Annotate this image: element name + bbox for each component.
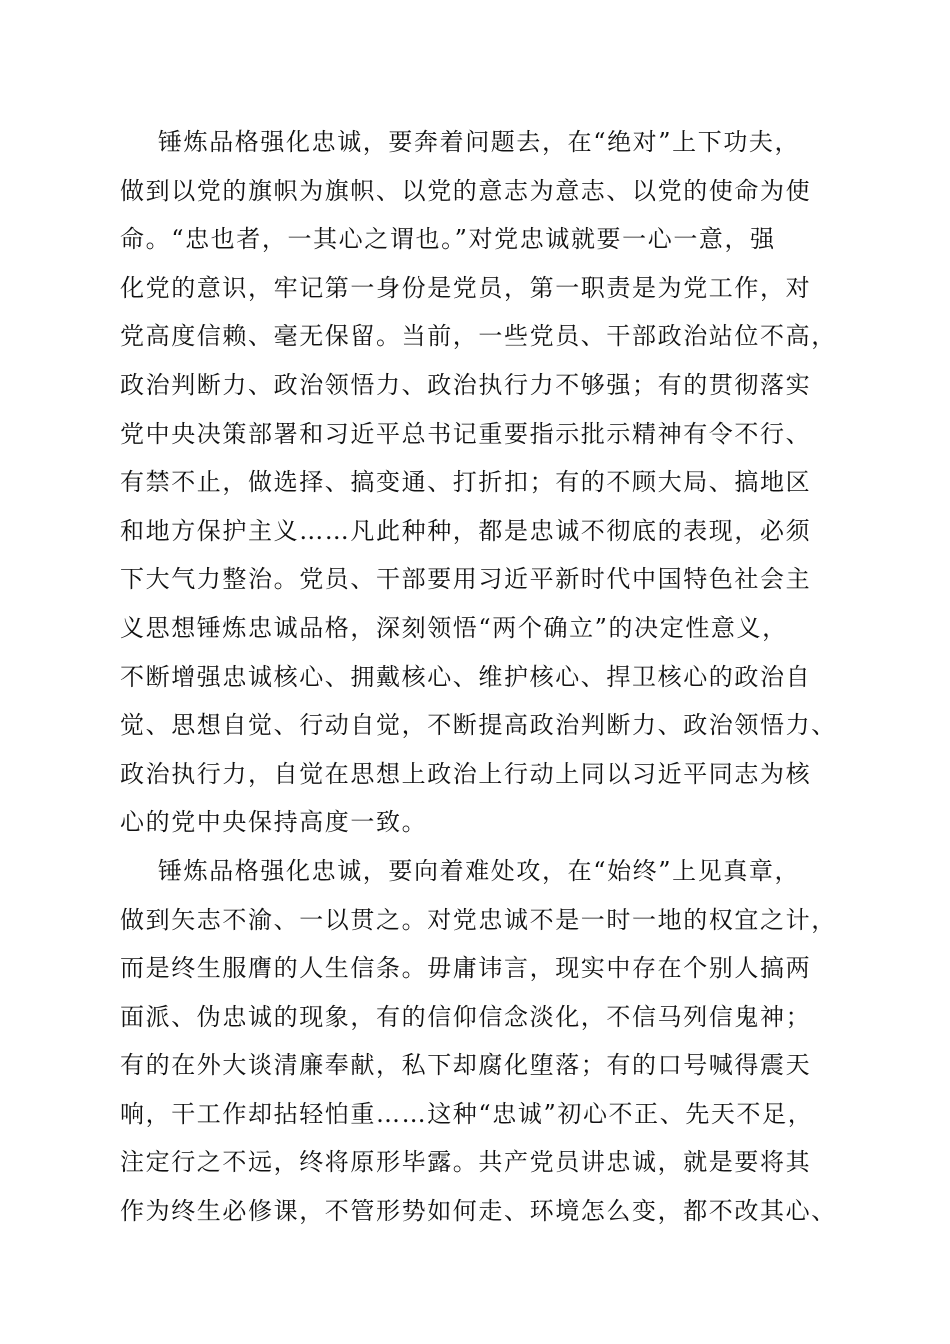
text-line: 化党的意识，牢记第一身份是党员，第一职责是为党工作，对	[120, 273, 812, 302]
text-line: 命。“忠也者，一其心之谓也。”对党忠诚就要一心一意，强	[120, 225, 776, 254]
text-line: 锤炼品格强化忠诚，要向着难处攻，在“始终”上见真章，	[158, 856, 801, 885]
text-line: 觉、思想自觉、行动自觉，不断提高政治判断力、政治领悟力、	[120, 711, 837, 740]
document-body	[120, 118, 840, 1236]
text-line: 党高度信赖、毫无保留。当前，一些党员、干部政治站位不高，	[120, 322, 837, 351]
text-line: 面派、伪忠诚的现象，有的信仰信念淡化，不信马列信鬼神；	[120, 1002, 812, 1031]
text-line: 注定行之不远，终将原形毕露。共产党员讲忠诚，就是要将其	[120, 1148, 812, 1177]
text-line: 不断增强忠诚核心、拥戴核心、维护核心、捍卫核心的政治自	[120, 662, 812, 691]
text-line: 做到以党的旗帜为旗帜、以党的意志为意志、以党的使命为使	[120, 176, 812, 205]
text-line: 有的在外大谈清廉奉献，私下却腐化堕落；有的口号喊得震天	[120, 1051, 812, 1080]
text-line: 响，干工作却拈轻怕重……这种“忠诚”初心不正、先天不足，	[120, 1099, 814, 1128]
text-line: 锤炼品格强化忠诚，要奔着问题去，在“绝对”上下功夫，	[158, 128, 801, 156]
paragraph	[120, 847, 840, 1236]
text-line: 有禁不止，做选择、搞变通、打折扣；有的不顾大局、搞地区	[120, 468, 812, 497]
text-line: 下大气力整治。党员、干部要用习近平新时代中国特色社会主	[120, 565, 812, 594]
paragraph	[120, 118, 840, 847]
text-line: 做到矢志不渝、一以贯之。对党忠诚不是一时一地的权宜之计，	[120, 905, 837, 934]
text-line: 义思想锤炼忠诚品格，深刻领悟“两个确立”的决定性意义，	[120, 613, 788, 642]
text-line: 和地方保护主义……凡此种种，都是忠诚不彻底的表现，必须	[120, 516, 812, 545]
text-line: 政治判断力、政治领悟力、政治执行力不够强；有的贯彻落实	[120, 370, 812, 399]
text-line: 心的党中央保持高度一致。	[120, 808, 428, 837]
text-line: 党中央决策部署和习近平总书记重要指示批示精神有令不行、	[120, 419, 812, 448]
text-line: 政治执行力，自觉在思想上政治上行动上同以习近平同志为核	[120, 759, 812, 788]
text-line: 而是终生服膺的人生信条。毋庸讳言，现实中存在个别人搞两	[120, 954, 812, 983]
text-line: 作为终生必修课，不管形势如何走、环境怎么变，都不改其心、	[120, 1197, 837, 1226]
